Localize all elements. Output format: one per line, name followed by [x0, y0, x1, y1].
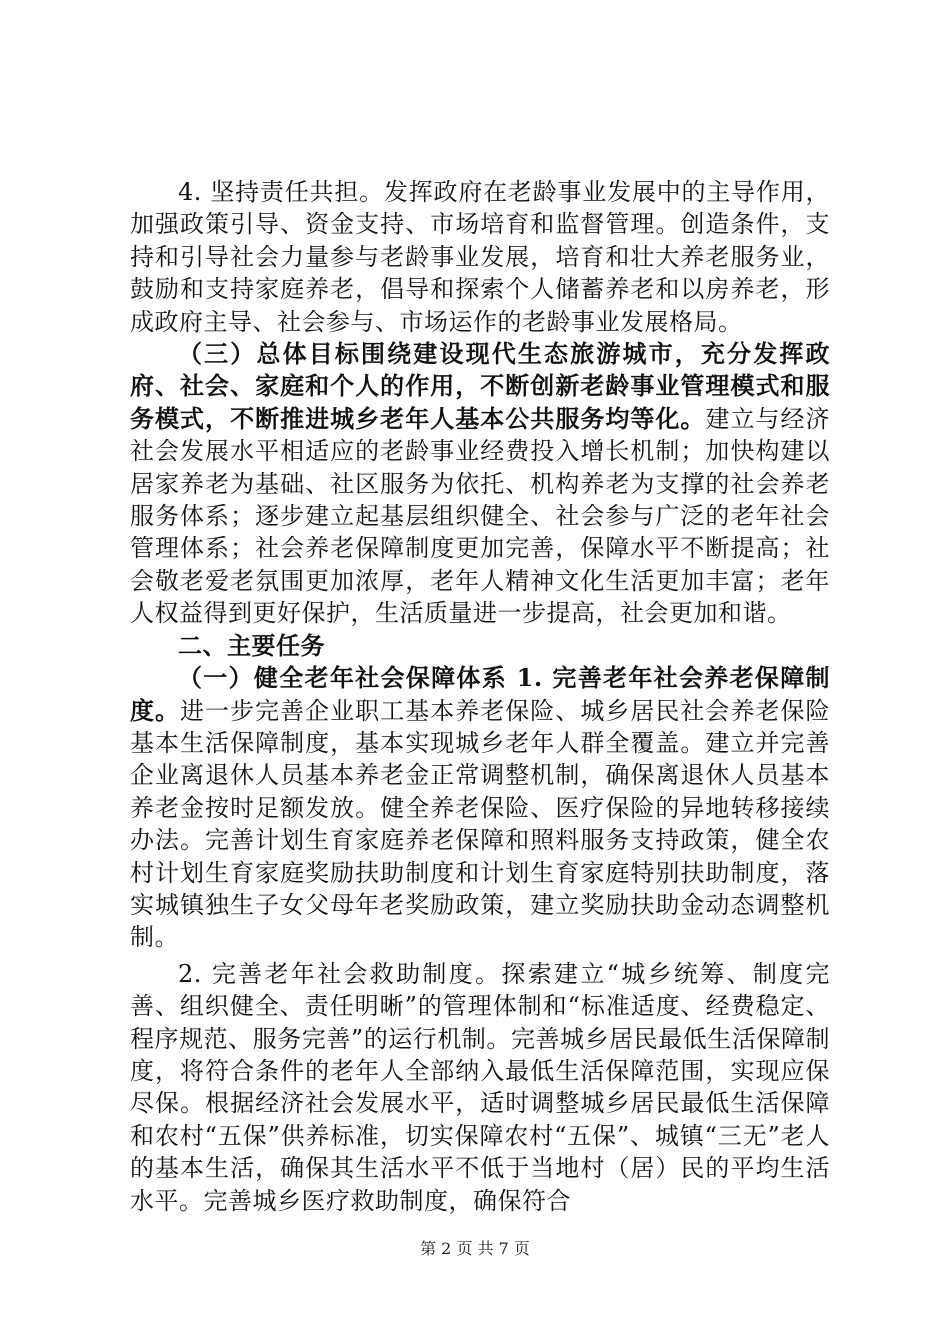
page-footer: 第 2 页 共 7 页 — [420, 1239, 530, 1258]
paragraph-social-security — [130, 662, 830, 954]
document-body — [130, 176, 830, 1217]
section-heading-main-tasks: 二、主要任务 — [178, 630, 325, 660]
paragraph-social-assistance: 2. 完善老年社会救助制度。探索建立“城乡统筹、制度完善、组织健全、责任明晰”的管理体制和“标准适度、经费稳定、程序规范、服务完善”的运行机制。完善城乡居民最低生活保障制度，将符合条件的老年人全部纳入最低生活保障范围，实现应保尽保。根据经济社会发展水平，适时调整城乡居民最低生活保障和农村“五保”供养标准，切实保障农村“五保”、城镇“三无”老人的基本生活，确保其生活水平不低于当地村（居）民的平均生活水平。完善城乡医疗救助制度，确保符合 — [130, 959, 830, 1215]
overall-goal-heading: （三）总体目标围绕建设现代生态旅游城市，充分发挥政府、社会、家庭和个人的作用，不断创新老龄事业管理模式和服务模式，不断推进城乡老年人基本公共服务均等化。 — [130, 339, 830, 433]
paragraph-overall-goal — [130, 338, 830, 630]
social-security-text: 进一步完善企业职工基本养老保险、城乡居民社会养老保险基本生活保障制度，基本实现城乡老年人群全覆盖。建立并完善企业离退休人员基本养老金正常调整机制，确保离退休人员基本养老金按时足额发放。健全养老保险、医疗保险的异地转移接续办法。完善计划生育家庭养老保障和照料服务支持政策，健全农村计划生育家庭奖励扶助制度和计划生育家庭特别扶助制度，落实城镇独生子女父母年老奖励政策，建立奖励扶助金动态调整机制。 — [130, 696, 831, 952]
social-security-heading: （一）健全老年社会保障体系 1. 完善老年社会养老保障制度。 — [130, 663, 830, 725]
paragraph-principle-4: 4. 坚持责任共担。发挥政府在老龄事业发展中的主导作用，加强政策引导、资金支持、市场培育和监督管理。创造条件，支持和引导社会力量参与老龄事业发展，培育和壮大养老服务业，鼓励和支持家庭养老，倡导和探索个人储蓄养老和以房养老，形成政府主导、社会参与、市场运作的老龄事业发展格局。 — [130, 178, 830, 336]
overall-goal-text: 建立与经济社会发展水平相适应的老龄事业经费投入增长机制；加快构建以居家养老为基础、社区服务为依托、机构养老为支撑的社会养老服务体系；逐步建立起基层组织健全、社会参与广泛的老年社会管理体系；社会养老保障制度更加完善，保障水平不断提高；社会敬老爱老氛围更加浓厚，老年人精神文化生活更加丰富；老年人权益得到更好保护，生活质量进一步提高，社会更加和谐。 — [130, 404, 831, 628]
